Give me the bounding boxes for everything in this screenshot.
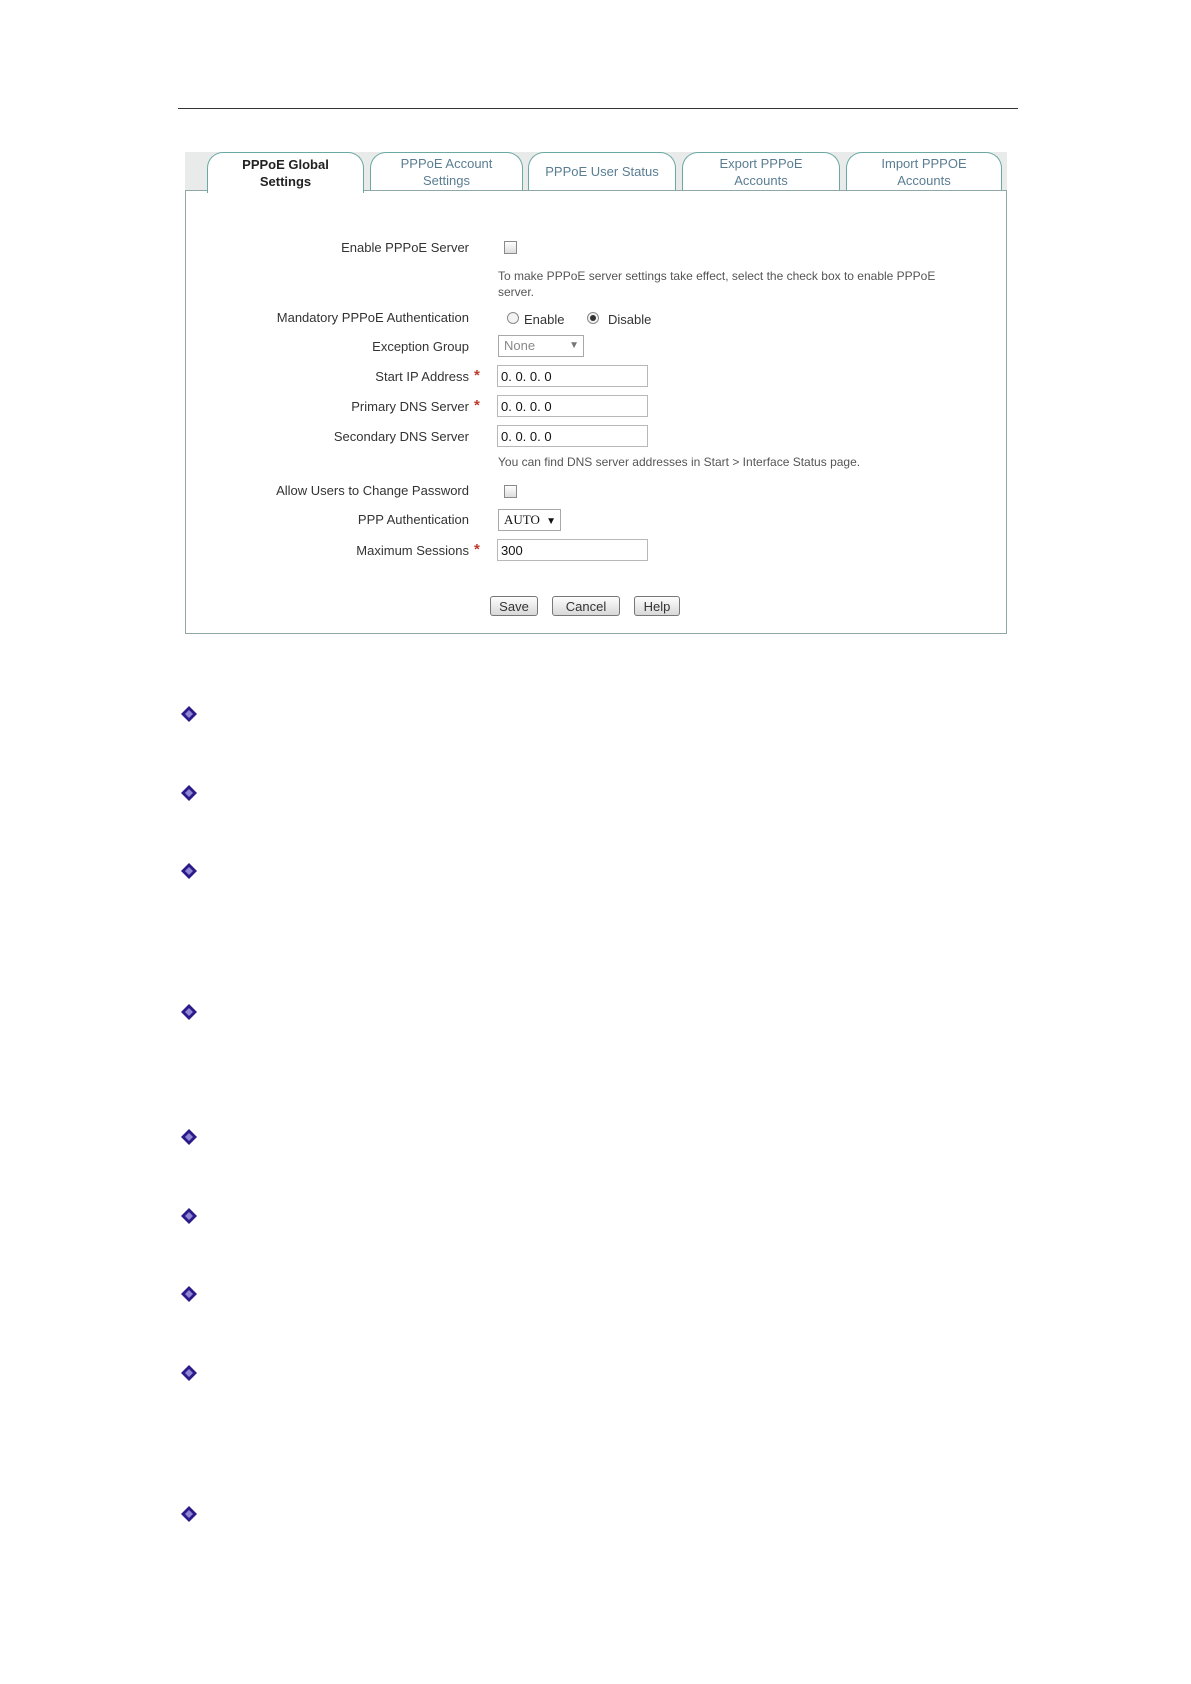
maximum-sessions-input[interactable] [497, 539, 648, 561]
diamond-bullet-icon [181, 785, 197, 801]
tab-label: Export PPPoE Accounts [719, 155, 803, 188]
diamond-bullet-icon [181, 706, 197, 722]
header-rule [178, 108, 1018, 109]
mandatory-auth-enable-label: Enable [524, 312, 565, 327]
dns-hint: You can find DNS server addresses in Start > Interface Status page. [498, 455, 861, 469]
exception-group-label: Exception Group [372, 339, 469, 354]
mandatory-auth-disable-radio[interactable] [587, 312, 599, 324]
diamond-bullet-icon [181, 1506, 197, 1522]
tab-pppoe-user-status[interactable] [528, 152, 676, 190]
start-ip-required-mark: * [474, 367, 480, 384]
start-ip-label: Start IP Address [375, 369, 469, 384]
save-button[interactable]: Save [490, 596, 538, 616]
tab-label: PPPoE Account Settings [400, 155, 493, 188]
start-ip-input[interactable] [497, 365, 648, 387]
enable-pppoe-server-checkbox[interactable] [504, 241, 517, 254]
chevron-down-icon: ▼ [546, 516, 556, 527]
diamond-bullet-icon [181, 1208, 197, 1224]
primary-dns-input[interactable] [497, 395, 648, 417]
enable-server-hint: To make PPPoE server settings take effect, select the check box to enable PPPoE server. [498, 269, 936, 299]
maximum-sessions-required-mark: * [474, 541, 480, 558]
diamond-bullet-icon [181, 1129, 197, 1145]
tab-label: PPPoE User Status [545, 164, 659, 179]
tab-import-pppoe-accounts[interactable] [846, 152, 1002, 190]
ppp-auth-select[interactable] [498, 509, 561, 531]
mandatory-auth-label: Mandatory PPPoE Authentication [276, 310, 469, 325]
cancel-button[interactable]: Cancel [552, 596, 620, 616]
secondary-dns-input[interactable] [497, 425, 648, 447]
mandatory-auth-enable-radio[interactable] [507, 312, 519, 324]
exception-group-select[interactable] [498, 335, 584, 357]
help-button[interactable]: Help [634, 596, 680, 616]
tab-label: PPPoE Global Settings [242, 157, 329, 189]
diamond-bullet-icon [181, 863, 197, 879]
chevron-down-icon: ▼ [569, 340, 579, 351]
primary-dns-label: Primary DNS Server [351, 399, 469, 414]
diamond-bullet-icon [181, 1365, 197, 1381]
tab-export-pppoe-accounts[interactable] [682, 152, 840, 190]
mandatory-auth-disable-label: Disable [608, 312, 652, 327]
diamond-bullet-icon [181, 1286, 197, 1302]
ppp-auth-value: AUTO [504, 512, 540, 527]
allow-change-password-checkbox[interactable] [504, 485, 517, 498]
exception-group-value: None [504, 338, 536, 353]
maximum-sessions-label: Maximum Sessions [356, 543, 469, 558]
primary-dns-required-mark: * [474, 397, 480, 414]
allow-change-password-label: Allow Users to Change Password [276, 483, 469, 498]
secondary-dns-label: Secondary DNS Server [333, 429, 469, 444]
enable-pppoe-server-label: Enable PPPoE Server [341, 240, 469, 255]
tab-pppoe-global-settings[interactable] [207, 152, 364, 193]
tab-label: Import PPPOE Accounts [881, 155, 967, 188]
ppp-auth-label: PPP Authentication [357, 512, 469, 527]
tab-pppoe-account-settings[interactable] [370, 152, 523, 190]
diamond-bullet-icon [181, 1004, 197, 1020]
